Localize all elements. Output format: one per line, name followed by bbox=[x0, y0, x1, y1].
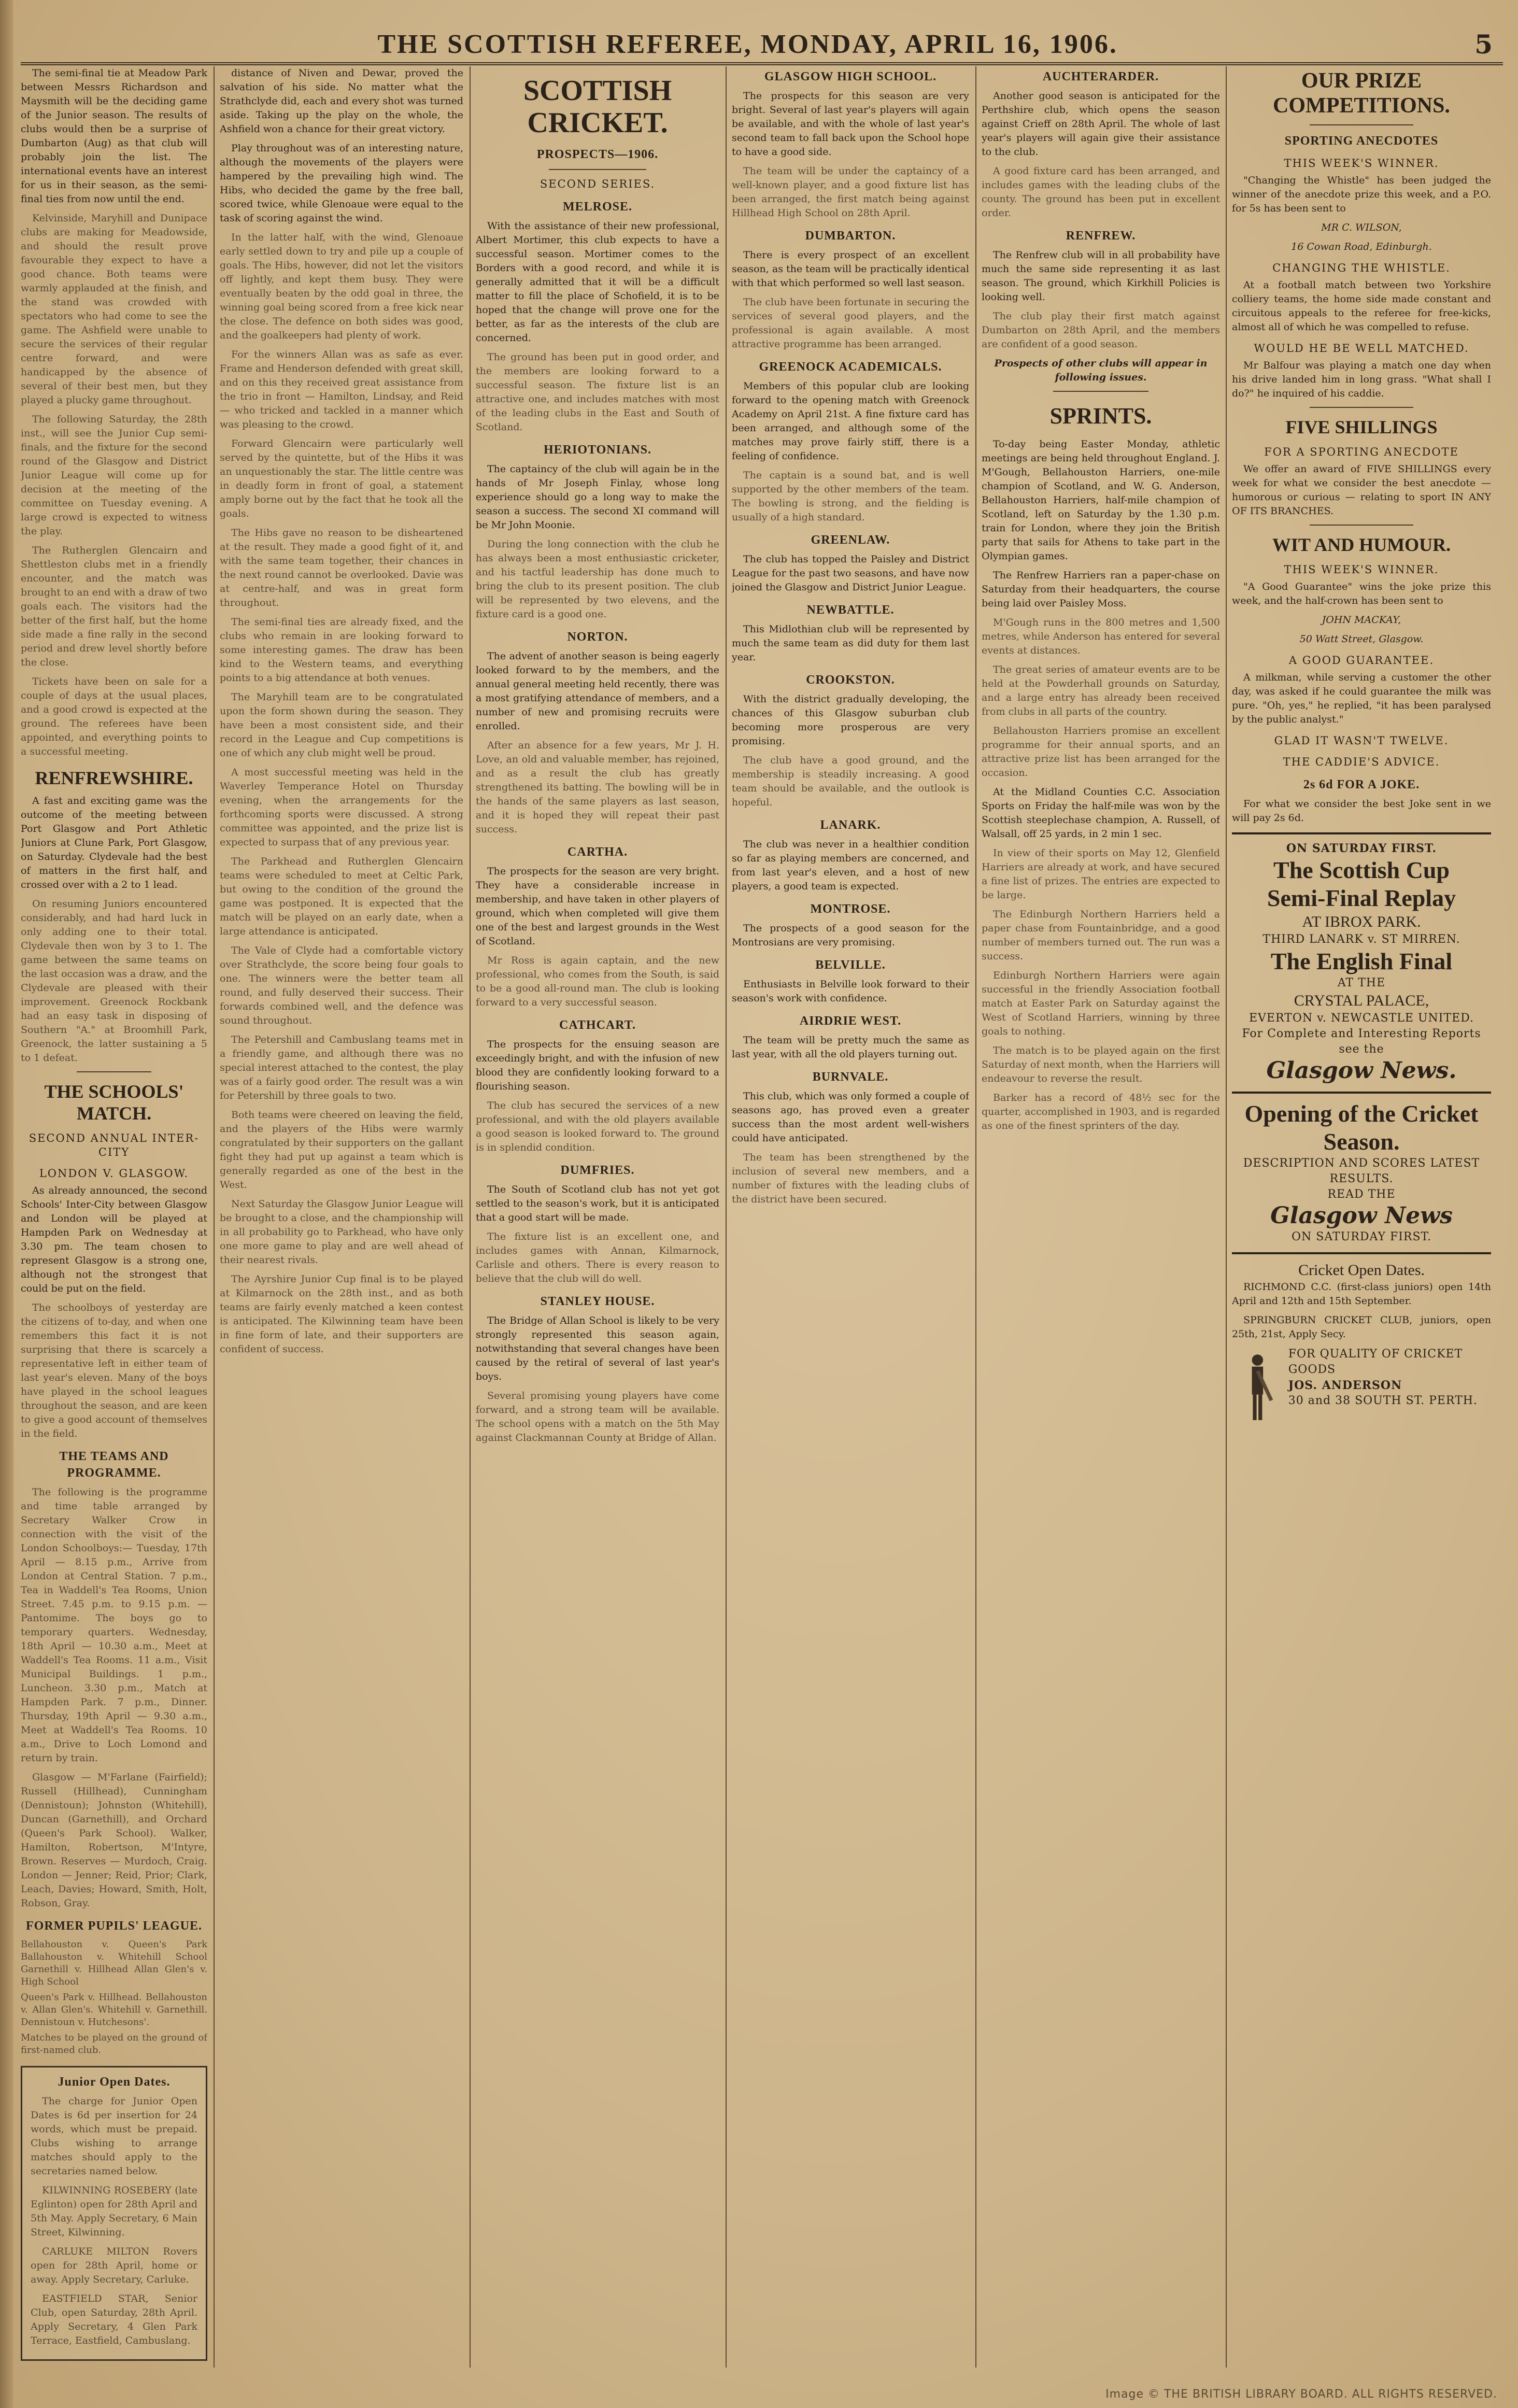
section-heading: FIVE SHILLINGS bbox=[1285, 417, 1438, 437]
newspaper-advert bbox=[1232, 1252, 1491, 1429]
club-text: With the district gradually developing, the chances of this Glasgow suburban club becoming more prosperous are very promising. bbox=[732, 693, 969, 747]
club-heading: AIRDRIE WEST. bbox=[799, 1014, 902, 1028]
article-text: The captain is a sound bat, and is well supported by the other members of the team. The bowling is strong, and the fielding is usually of a high standard. bbox=[732, 470, 969, 523]
article-text: The following is the programme and time table arranged by Secretary Walker Crow in connection with the visit of the London Schoolboys:— Tuesday, 17th April — 8.15 p.m., Arrive from London at Central Station. 7 p.m., Tea in Waddell's Tea Rooms, Union Street. 7.45 p.m. to 9.15 p.m. — Pantomime. The boys go to temporary quarters. Wednesday, 18th April — 10.30 a.m., Meet at Waddell's Tea Rooms. 11 a.m., Visit Municipal Buildings. 1 p.m., Luncheon. 3.30 p.m., Match at Hampden Park. 7 p.m., Dinner. Thursday, 19th April — 9.30 a.m., Meet at Waddell's Tea Rooms. 10 a.m., Drive to Loch Lomond and return by train. bbox=[21, 1486, 207, 1764]
article-text: The team has been strengthened by the inclusion of several new members, and a number of fixtures with the leading clubs of the district have been secured. bbox=[732, 1152, 969, 1205]
club-heading: HERIOTONIANS. bbox=[544, 443, 651, 457]
article-text: A most successful meeting was held in the Waverley Temperance Hotel on Thursday evening, when the arrangements for the forthcoming sports were discussed. A strong committee was appointed, and the prize list is expected to surpass that of any previous year. bbox=[220, 767, 463, 848]
article-text: Barker has a record of 48½ sec for the quarter, accomplished in 1903, and is regarded as one of the finest sprinters of the day. bbox=[982, 1092, 1220, 1131]
article-text: A good fixture card has been arranged, and includes games with the leading clubs of the county. The ground has been put in excellent order. bbox=[982, 165, 1220, 219]
section-heading: FORMER PUPILS' LEAGUE. bbox=[25, 1919, 203, 1933]
column-6 bbox=[1232, 66, 1491, 2368]
article-text: The great series of amateur events are to be held at the Powderhall grounds on Saturday, and a large entry has already been received from clubs in all parts of the country. bbox=[982, 664, 1220, 717]
club-heading: BURNVALE. bbox=[812, 1070, 889, 1084]
column-2 bbox=[220, 66, 463, 2368]
column-rule bbox=[726, 66, 727, 2368]
club-heading: CARTHA. bbox=[567, 845, 628, 859]
article-text: The club play their first match against Dumbarton on 28th April, and the members are confident of a good season. bbox=[982, 310, 1220, 350]
section-heading: 2s 6d FOR A JOKE. bbox=[1303, 778, 1420, 791]
article-text: The ground has been put in good order, and the members are looking forward to a successful season. The fixture list is an attractive one, and includes matches with most of the leading clubs in the East and South of Scotland. bbox=[476, 351, 719, 433]
advert-line: The Scottish Cup bbox=[1273, 857, 1450, 883]
newspaper-advert bbox=[1232, 832, 1491, 1084]
club-heading: AUCHTERARDER. bbox=[1042, 70, 1159, 83]
club-text: Members of this popular club are looking forward to the opening match with Greenock Academy on April 21st. A fine fixture card has been arranged, and although some of the matches may prove fairly stiff, there is a feeling of confidence. bbox=[732, 380, 969, 462]
advert-line: EVERTON v. NEWCASTLE UNITED. bbox=[1249, 1012, 1474, 1025]
article-text: EASTFIELD STAR, Senior Club, open Saturday, 28th April. Apply Secretary, 4 Glen Park Terrace, Eastfield, Cambuslang. bbox=[31, 2293, 197, 2346]
story-title: WOULD HE BE WELL MATCHED. bbox=[1254, 342, 1469, 355]
cricket-goods-advert bbox=[1232, 1347, 1491, 1429]
article-text: On resuming Juniors encountered considerably, and had hard luck in only adding one to their total. Clydevale then won by 3 to 1. The game between the same teams on the last occasion was a draw, and the Clydevale are pleased with their improvement. Greenock Rockbank had an easy task in disposing of Southern "A." at Broomhill Park, Greenock, the latter sustaining a 5 to 1 defeat. bbox=[21, 898, 207, 1064]
article-text: Several promising young players have come forward, and a strong team will be available. The school opens with a match on the 5th May against Clackmannan County at Bridge of Allan. bbox=[476, 1390, 719, 1443]
club-text: The Renfrew club will in all probability have much the same side representing it as last season. The ground, which Kirkhill Policies is looking well. bbox=[982, 249, 1220, 303]
article-text: During the long connection with the club he has always been a most enthusiastic cricketer, and his tactful leadership has done much to bring the club to its present position. The club will be represented by two elevens, and the fixture card is a good one. bbox=[476, 539, 719, 620]
article-text: As already announced, the second Schools' Inter-City between Glasgow and London will be played at Hampden Park on Wednesday at 3.30 pm. The team chosen to represent Glasgow is a strong one, although not the strongest that could be put on the field. bbox=[21, 1185, 207, 1294]
column-rule bbox=[470, 66, 471, 2368]
advert-line: ON SATURDAY FIRST. bbox=[1286, 842, 1437, 855]
club-text: The advent of another season is being eagerly looked forward to by the members, and the annual general meeting held recently, there was a most gratifying attendance of members, and a number of new and promising recruits were enrolled. bbox=[476, 650, 719, 732]
article-text: The club has secured the services of a new professional, and with the old players available a good season is looked forward to. The ground is in splendid condition. bbox=[476, 1100, 719, 1153]
article-text: For what we consider the best Joke sent in we will pay 2s 6d. bbox=[1232, 798, 1491, 824]
story-text: A milkman, while serving a customer the other day, was asked if he could guarantee the milk was pure. "Oh, yes," he replied, "it has been paralysed by the public analyst." bbox=[1232, 672, 1491, 725]
section-subheading: THIS WEEK'S WINNER. bbox=[1284, 157, 1439, 169]
article-text: To-day being Easter Monday, athletic meetings are being held throughout England. J. M'Gough, Bellahouston Harriers, one-mile champion of Scotland, and W. G. Anderson, Bellahouston Harriers, half-mile champion of Scotland, left on Saturday by the 1.30 p.m. train for London, where they join the British party that sails for Athens to take part in the Olympian games. bbox=[982, 438, 1220, 562]
page-number: 5 bbox=[1474, 29, 1493, 60]
winner-name: MR C. WILSON, bbox=[1321, 222, 1402, 233]
advert-line: CRYSTAL PALACE, bbox=[1294, 992, 1429, 1009]
advert-line: READ THE bbox=[1327, 1188, 1396, 1201]
story-text: At a football match between two Yorkshire colliery teams, the home side made constant and circuitous appeals to the referee for free-kicks, almost all of which he was compelled to refuse. bbox=[1232, 279, 1491, 333]
article-text: KILWINNING ROSEBERY (late Eglinton) open for 28th April and 5th May. Apply Secretary, 6 Main Street, Kilwinning. bbox=[31, 2185, 197, 2238]
club-text: There is every prospect of an excellent season, as the team will be practically identical with that which performed so well last season. bbox=[732, 249, 969, 289]
article-text: Forward Glencairn were particularly well served by the quintette, but of the Hibs it was an unquestionably the star. The little centre was in deadly form in front of goal, a statement amply borne out by the fact that he took all the goals. bbox=[220, 438, 463, 519]
club-heading: GREENOCK ACADEMICALS. bbox=[759, 360, 942, 374]
club-heading: STANLEY HOUSE. bbox=[540, 1295, 655, 1308]
club-text: With the assistance of their new professional, Albert Mortimer, this club expects to have a successful season. Mortimer comes to the Borders with a good record, and while it is generally admitted that it will be a difficult matter to fill the place of Schofield, it is to be hoped that the change will prove one for the better, as far as the interests of the club are concerned. bbox=[476, 220, 719, 344]
advert-line: For Complete and Interesting Reports see the bbox=[1242, 1027, 1481, 1056]
advert-line: Semi-Final Replay bbox=[1267, 885, 1456, 911]
article-text: The Hibs gave no reason to be disheartened at the result. They made a good fight of it, and with the same team together, their chances in the next round cannot be overlooked. Davie was at centre-half, and was in great form throughout. bbox=[220, 527, 463, 608]
winner-name: JOHN MACKAY, bbox=[1322, 614, 1401, 626]
section-subheading: LONDON V. GLASGOW. bbox=[39, 1167, 189, 1180]
section-heading: RENFREWSHIRE. bbox=[35, 768, 193, 788]
article-text: Mr Ross is again captain, and the new professional, who comes from the South, is said to be a good all-round man. The club is looking forward to a very successful season. bbox=[476, 955, 719, 1008]
club-heading: GREENLAW. bbox=[811, 533, 890, 547]
advert-line: RICHMOND C.C. (first-class juniors) open 14th April and 12th and 15th September. bbox=[1232, 1281, 1491, 1307]
article-text: We offer an award of FIVE SHILLINGS every week for what we consider the best anecdote — humorous or curious — relating to sport IN ANY OF ITS BRANCHES. bbox=[1232, 463, 1491, 517]
advert-line: Glasgow News. bbox=[1266, 1057, 1457, 1084]
article-headline: OUR PRIZE COMPETITIONS. bbox=[1273, 69, 1450, 118]
column-5 bbox=[982, 66, 1220, 2368]
article-text: distance of Niven and Dewar, proved the salvation of his side. No matter what the Strathclyde did, each and every shot was turned aside. Taking up the play on the whole, the Ashfield won a chance for their great victory. bbox=[220, 67, 463, 135]
club-text: The club was never in a healthier condition so far as playing members are concerned, and from last year's eleven, and a host of new players, a good team is expected. bbox=[732, 839, 969, 892]
article-text: "A Good Guarantee" wins the joke prize this week, and the half-crown has been sent to bbox=[1232, 581, 1491, 606]
club-heading: DUMBARTON. bbox=[805, 229, 896, 243]
column-4 bbox=[732, 66, 969, 2368]
article-text: The match is to be played again on the first Saturday of next month, when the Harriers will endeavour to reverse the result. bbox=[982, 1045, 1220, 1084]
club-heading: CATHCART. bbox=[559, 1018, 636, 1032]
article-text: The Ayrshire Junior Cup final is to be played at Kilmarnock on the 28th inst., and as both teams are fairly evenly matched a keen contest is anticipated. The Kilwinning team have been in fine form of late, and their supporters are confident of success. bbox=[220, 1273, 463, 1355]
club-text: The South of Scotland club has not yet got settled to the season's work, but it is anticipated that a good start will be made. bbox=[476, 1184, 719, 1223]
article-text: The Maryhill team are to be congratulated upon the form shown during the season. They have been a most consistent side, and their record in the League and Cup competitions is one of which any club might well be proud. bbox=[220, 691, 463, 759]
article-text: The schoolboys of yesterday are the citizens of to-day, and when one remembers this fact it is not surprising that there is scarcely a representative left in either team of last year's eleven. Many of the boys have played in the school leagues throughout the season, and are keen to give a good account of themselves in the field. bbox=[21, 1302, 207, 1439]
section-subheading: SECOND ANNUAL INTER-CITY bbox=[29, 1132, 200, 1158]
section-heading: SPORTING ANECDOTES bbox=[1284, 134, 1439, 148]
article-text: The fixture list is an excellent one, and includes games with Annan, Kilmarnock, Carlisle and others. There is every reason to believe that the club will do well. bbox=[476, 1231, 719, 1284]
article-text: The Petershill and Cambuslang teams met in a friendly game, and although there was no special interest attached to the contest, the play was of a fairly good order. The result was a win for Petershill by three goals to two. bbox=[220, 1034, 463, 1101]
article-subheadline: PROSPECTS—1906. bbox=[536, 148, 659, 161]
advert-line: Opening of the Cricket Season. bbox=[1244, 1100, 1479, 1155]
article-text: "Changing the Whistle" has been judged the winner of the anecdote prize this week, and a P.O. for 5s has been sent to bbox=[1232, 175, 1491, 214]
column-3 bbox=[476, 66, 719, 2368]
story-title: GLAD IT WASN'T TWELVE. bbox=[1274, 734, 1449, 747]
club-heading: BELVILLE. bbox=[815, 958, 886, 972]
section-heading: Junior Open Dates. bbox=[58, 2075, 171, 2089]
advert-line: AT THE bbox=[1337, 976, 1386, 989]
article-text: For the winners Allan was as safe as ever. Frame and Henderson defended with great skill, and on this they received great assistance from the trio in front — Hamilton, Lindsay, and Reid — who tricked and tackled in a manner which was pleasing to the crowd. bbox=[220, 349, 463, 430]
article-text: Tickets have been on sale for a couple of days at the usual places, and a good crowd is expected at the ground. The referees have been appointed, and everything points to a successful meeting. bbox=[21, 676, 207, 757]
column-rule bbox=[1226, 66, 1227, 2368]
article-text: M'Gough runs in the 800 metres and 1,500 metres, while Anderson has entered for several events at distances. bbox=[982, 617, 1220, 656]
article-text: The semi-final ties are already fixed, and the clubs who remain in are looking forward to some interesting games. The draw has been kind to the Western teams, and everything points to a big attendance at both venues. bbox=[220, 616, 463, 684]
article-text: At the Midland Counties C.C. Association Sports on Friday the half-mile was won by the Scottish steeplechase champion, A. Russell, of Walsall, off 25 yards, in 2 min 1 sec. bbox=[982, 786, 1220, 840]
club-text: This Midlothian club will be represented by much the same team as did duty for them last year. bbox=[732, 624, 969, 663]
article-headline: SPRINTS. bbox=[1049, 403, 1152, 429]
story-title: A GOOD GUARANTEE. bbox=[1288, 654, 1435, 667]
article-text: After an absence for a few years, Mr J. H. Love, an old and valuable member, has rejoined, and as a result the club has greatly strengthened its batting. The bowling will be in the hands of the same players as last season, and it is hoped they will repeat their past success. bbox=[476, 740, 719, 835]
club-text: The prospects of a good season for the Montrosians are very promising. bbox=[732, 923, 969, 948]
article-text: The charge for Junior Open Dates is 6d per insertion for 24 words, which must be prepaid. Clubs wishing to arrange matches should apply to the secretaries named below. bbox=[31, 2095, 197, 2177]
club-heading: CROOKSTON. bbox=[806, 673, 895, 687]
club-text: The club has topped the Paisley and District League for the past two seasons, and have now joined the Glasgow and District Junior League. bbox=[732, 554, 969, 593]
section-subheading: FOR A SPORTING ANECDOTE bbox=[1264, 446, 1459, 458]
divider bbox=[1310, 124, 1413, 125]
club-text: The Bridge of Allan School is likely to be very strongly represented this season again, notwithstanding that several changes have been caused by the retiral of several of last year's boys. bbox=[476, 1315, 719, 1382]
advert-line: Cricket Open Dates. bbox=[1298, 1262, 1425, 1279]
junior-dates-box bbox=[21, 2066, 207, 2361]
section-heading: THE SCHOOLS' MATCH. bbox=[44, 1081, 184, 1124]
club-text: This club, which was only formed a couple of seasons ago, has proved even a greater success than the most ardent well-wishers could have anticipated. bbox=[732, 1090, 969, 1144]
club-text: The captaincy of the club will again be in the hands of Mr Joseph Finlay, whose long experience should go a long way to make the season a success. The second XI command will be Mr John Moonie. bbox=[476, 463, 719, 531]
advert-line: DESCRIPTION AND SCORES LATEST RESULTS. bbox=[1243, 1157, 1480, 1185]
column-rule bbox=[214, 66, 215, 2368]
club-heading: NORTON. bbox=[567, 630, 628, 644]
club-heading: RENFREW. bbox=[1066, 229, 1136, 243]
club-heading: DUMFRIES. bbox=[560, 1164, 635, 1177]
article-text: The Parkhead and Rutherglen Glencairn teams were scheduled to meet at Celtic Park, but owing to the condition of the ground the game was postponed. It is expected that the match will be played on an early date, when a large attendance is anticipated. bbox=[220, 856, 463, 937]
club-text: The prospects for the ensuing season are exceedingly bright, and with the infusion of new blood they are confidently looking forward to a flourishing season. bbox=[476, 1039, 719, 1092]
divider bbox=[1053, 391, 1148, 392]
advert-line: 30 and 38 SOUTH ST. PERTH. bbox=[1288, 1394, 1478, 1407]
section-heading: THE TEAMS AND PROGRAMME. bbox=[59, 1450, 169, 1480]
divider bbox=[1310, 407, 1413, 408]
prospects-note: Prospects of other clubs will appear in following issues. bbox=[994, 358, 1208, 383]
article-text: Bellahouston Harriers promise an excellent programme for their annual sports, and an attractive prize list has been arranged for the occasion. bbox=[982, 725, 1220, 778]
story-title: THE CADDIE'S ADVICE. bbox=[1283, 756, 1440, 768]
article-text: The Edinburgh Northern Harriers held a paper chase from Fountainbridge, and a good number of members turned out. The run was a success. bbox=[982, 909, 1220, 962]
article-text: The club have been fortunate in securing the services of several good players, and the professional is again available. A most attractive programme has been arranged. bbox=[732, 296, 969, 350]
story-title: CHANGING THE WHISTLE. bbox=[1272, 262, 1451, 274]
article-text: Both teams were cheered on leaving the field, and the players of the Hibs were warmly congratulated by their supporters on the gallant fight they had put up against a team which is generally regarded as one of the best in the West. bbox=[220, 1109, 463, 1191]
divider bbox=[1310, 525, 1413, 526]
column-rule bbox=[975, 66, 976, 2368]
article-text: The Rutherglen Glencairn and Shettleston clubs met in a friendly encounter, and the match was brought to an end with a draw of two goals each. The visitors had the better of the first half, but the home side made a fine rally in the second period and drew level shortly before the close. bbox=[21, 545, 207, 668]
article-series: SECOND SERIES. bbox=[540, 178, 656, 190]
article-text: The following Saturday, the 28th inst., will see the Junior Cup semi-finals, and the fixture for the second round of the Glasgow and District Junior League will come up for decision at the meeting of the committee on Tuesday evening. A large crowd is expected to witness the play. bbox=[21, 414, 207, 537]
advert-line: ON SATURDAY FIRST. bbox=[1292, 1230, 1431, 1243]
article-text: The Renfrew Harriers ran a paper-chase on Saturday from their headquarters, the course being laid over Paisley Moss. bbox=[982, 570, 1220, 609]
article-text: Glasgow — M'Farlane (Fairfield); Russell (Hillhead), Cunningham (Dennistoun); Johnston (Whitehill), Duncan (Garnethill), and Orchard (Queen's Park School). Walker, Hamilton, Robertson, M'Intyre, Brown. Reserves — Murdoch, Craig. London — Jenner; Reid, Prior; Clark, Leach, Davies; Howard, Smith, Holt, Robson, Gray. bbox=[21, 1772, 207, 1909]
article-text: Edinburgh Northern Harriers were again successful in the friendly Association football match at Easter Park on Saturday against the West of Scotland Harriers, winning by three goals to nothing. bbox=[982, 970, 1220, 1037]
column-1 bbox=[21, 66, 207, 2368]
page-binding-edge bbox=[0, 0, 13, 2408]
divider bbox=[77, 1071, 151, 1072]
article-text: The Vale of Clyde had a comfortable victory over Strathclyde, the score being four goals to one. The winners were the better team all round, and fully deserved their success. Their forwards combined well, and the defence was sound throughout. bbox=[220, 945, 463, 1026]
newspaper-advert bbox=[1232, 1092, 1491, 1245]
article-headline: SCOTTISH CRICKET. bbox=[523, 75, 672, 139]
advert-line: FOR QUALITY OF CRICKET GOODS bbox=[1288, 1348, 1463, 1376]
article-text: Next Saturday the Glasgow Junior League will be brought to a close, and the championship will in all probability go to Parkhead, who have only one more game to play and are well ahead of their nearest rivals. bbox=[220, 1198, 463, 1266]
advert-line: Glasgow News bbox=[1270, 1202, 1453, 1229]
masthead-title: THE SCOTTISH REFEREE, MONDAY, APRIL 16, 1906. bbox=[377, 29, 1118, 59]
image-credit: Image © THE BRITISH LIBRARY BOARD. ALL RIGHTS RESERVED. bbox=[1105, 2388, 1497, 2401]
advert-line: THIRD LANARK v. ST MIRREN. bbox=[1262, 933, 1460, 946]
cricketer-icon bbox=[1232, 1347, 1283, 1429]
story-text: Mr Balfour was playing a match one day when his drive landed him in long grass. "What shall I do?" he inquired of his caddie. bbox=[1232, 360, 1491, 399]
masthead bbox=[21, 26, 1503, 65]
section-heading: WIT AND HUMOUR. bbox=[1272, 534, 1451, 555]
club-heading: MELROSE. bbox=[562, 200, 633, 214]
club-text: Enthusiasts in Belville look forward to their season's work with confidence. bbox=[732, 979, 969, 1004]
advert-line: SPRINGBURN CRICKET CLUB, juniors, open 25th, 21st, Apply Secy. bbox=[1232, 1314, 1491, 1340]
article-text: In the latter half, with the wind, Glenoaue early settled down to try and pile up a couple of goals. The Hibs, however, did not let the visitors off lightly, and kept them busy. They were eventually beaten by the odd goal in three, the winning goal being scored from a free kick near the close. The defence on both sides was good, and the goalkeepers had plenty of work. bbox=[220, 232, 463, 341]
advert-line: JOS. ANDERSON bbox=[1288, 1379, 1402, 1392]
article-text: CARLUKE MILTON Rovers open for 28th April, home or away. Apply Secretary, Carluke. bbox=[31, 2246, 197, 2285]
article-text: Play throughout was of an interesting nature, although the movements of the players were hampered by the prevailing high wind. The Hibs, who decided the game by the free ball, scored twice, while Glenoaue were equal to the task of scoring against the wind. bbox=[220, 143, 463, 224]
fixture-list: Bellahouston v. Queen's Park Ballahouston v. Whitehill School Garnethill v. Hillhead Allan Glen's v. High School Queen's Park v. Hillhead. Bellahouston v. Allan Glen's. Whitehill v. Garnethill. Dennistoun v. Hutchesons'. Matches to be played on the ground of first-named club. bbox=[21, 1939, 207, 2056]
club-text: The prospects for the season are very bright. They have a considerable increase in membership, and have taken in other players of ground, which when completed will give them one of the best and largest grounds in the West of Scotland. bbox=[476, 866, 719, 947]
winner-address: 50 Watt Street, Glasgow. bbox=[1299, 633, 1424, 645]
advert-line: The English Final bbox=[1270, 948, 1453, 974]
winner-address: 16 Cowan Road, Edinburgh. bbox=[1291, 241, 1432, 252]
article-text: The team will be under the captaincy of a well-known player, and a good fixture list has been arranged, the first match being against Hillhead High School on 28th April. bbox=[732, 165, 969, 219]
club-heading: NEWBATTLE. bbox=[806, 603, 895, 617]
club-heading: MONTROSE. bbox=[810, 902, 891, 916]
article-text: A fast and exciting game was the outcome of the meeting between Port Glasgow and Port Athletic Juniors at Clune Park, Port Glasgow, on Saturday. Clydevale had the best of matters in the first half, and crossed over with a 2 to 1 lead. bbox=[21, 795, 207, 890]
article-text: Kelvinside, Maryhill and Dunipace clubs are making for Meadowside, and should the result prove favourable they expect to have a good chance. Both teams were warmly applauded at the finish, and the stand was crowded with spectators who had come to see the game. The Ashfield were unable to secure the services of their regular centre forward, and were handicapped by the absence of several of their best men, but they played a plucky game throughout. bbox=[21, 213, 207, 406]
club-heading: LANARK. bbox=[820, 818, 881, 832]
club-text: The team will be pretty much the same as last year, with all the old players turning out. bbox=[732, 1035, 969, 1060]
divider bbox=[549, 169, 646, 170]
club-heading: GLASGOW HIGH SCHOOL. bbox=[764, 70, 937, 83]
club-text: Another good season is anticipated for the Perthshire club, which opens the season against Crieff on 28th April. The whole of last year's players will again give their assistance to the club. bbox=[982, 90, 1220, 158]
club-text: The prospects for this season are very bright. Several of last year's players will again be available, and with the whole of last year's second team to fall back upon the School hope to have a good side. bbox=[732, 90, 969, 158]
article-text: The semi-final tie at Meadow Park between Messrs Richardson and Maysmith will be the deciding game of the Junior season. The results of clubs would then be a surprise of Dumbarton (Aug) as that club will probably join the list. The international events have an interest for us in their season, as the semi-final ties from now until the end. bbox=[21, 67, 207, 205]
article-text: The club have a good ground, and the membership is steadily increasing. A good team should be available, and the outlook is hopeful. bbox=[732, 755, 969, 808]
section-subheading: THIS WEEK'S WINNER. bbox=[1284, 563, 1439, 576]
article-text: In view of their sports on May 12, Glenfield Harriers are already at work, and have secured a fine list of prizes. The entries are expected to be large. bbox=[982, 847, 1220, 901]
advert-line: AT IBROX PARK. bbox=[1302, 913, 1421, 930]
